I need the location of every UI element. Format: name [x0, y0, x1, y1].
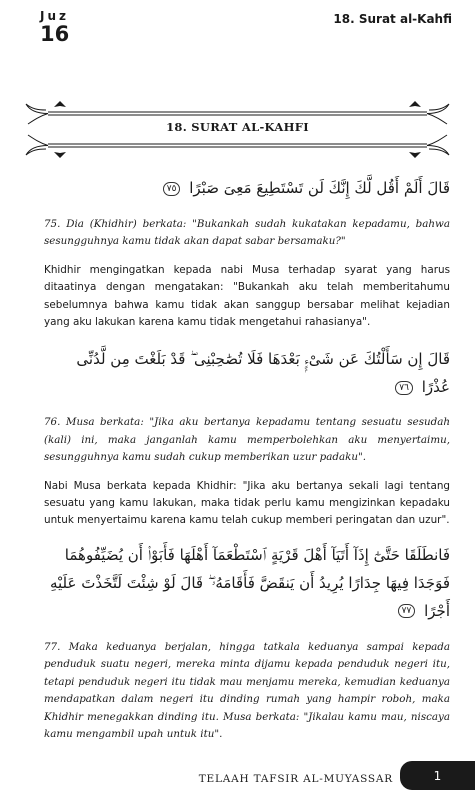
- ayah-number-marker: ٧٦: [395, 381, 413, 395]
- arabic-verse-text: قَالَ إِن سَأَلْتُكَ عَن شَىْءٍۭ بَعْدَهَا فَلَا تُصَٰحِبْنِى ۖ قَدْ بَلَغْتَ مِن لَّدُنِّى عُذْرًا: [76, 350, 450, 397]
- arabic-verse-text: قَالَ أَلَمْ أَقُل لَّكَ إِنَّكَ لَن تَسْتَطِيعَ مَعِىَ صَبْرًا: [189, 179, 450, 197]
- page-number: 1: [433, 768, 442, 783]
- juz-label: Juz: [40, 9, 69, 23]
- arabic-verse-76: [44, 345, 450, 401]
- arabic-verse-77: [44, 541, 450, 625]
- verse-content: [44, 170, 450, 743]
- surah-title-banner: [24, 98, 451, 158]
- page-number-badge: [400, 761, 475, 790]
- book-title: TELAAH TAFSIR AL-MUYASSAR: [198, 773, 393, 785]
- translation-77: 77. Maka keduanya berjalan, hingga tatkala keduanya sampai kepada penduduk suatu negeri, mereka minta dijamu kepada penduduk negeri itu, tetapi penduduk negeri itu tidak mau menjamu mereka, kemudian keduanya mendapatkan dalam negeri itu dinding rumah yang hampir roboh, maka Khidhir menegakkan dinding itu. Musa berkata: "Jikalau kamu mau, niscaya kamu mengambil upah untuk itu".: [44, 640, 450, 740]
- commentary-76: Nabi Musa berkata kepada Khidhir: "Jika aku bertanya sekali lagi tentang sesuatu yang kamu lakukan, maka tidak perlu kamu mengizinkan kepadaku untuk menyertaimu karena kamu telah cukup memberi peringatan dan uzur".: [44, 479, 450, 527]
- ayah-number-marker: ٧٧: [398, 604, 416, 618]
- surah-title: 18. SURAT AL-KAHFI: [166, 120, 309, 134]
- juz-number: 16: [40, 22, 70, 46]
- translation-75: 75. Dia (Khidhir) berkata: "Bukankah sudah kukatakan kepadamu, bahwa sesungguhnya kamu tidak akan dapat sabar bersamaku?": [44, 218, 450, 248]
- arabic-verse-75: [44, 174, 450, 202]
- surah-running-head: 18. Surat al-Kahfi: [333, 12, 452, 26]
- commentary-75: Khidhir mengingatkan kepada nabi Musa terhadap syarat yang harus ditaatinya dengan mengatakan: "Bukankah aku telah memberitahumu sebelumnya bahwa kamu tidak akan sanggup bersabar melihat kejadian yang aku lakukan karena kamu tidak mengetahui rahasianya".: [44, 263, 450, 329]
- ayah-number-marker: ٧٥: [163, 182, 181, 196]
- arabic-verse-text: فَانطَلَقَا حَتَّىٰٓ إِذَآ أَتَيَآ أَهْلَ قَرْيَةٍ ٱسْتَطْعَمَآ أَهْلَهَا فَأَبَوْا۟ أَن يُضَيِّفُوهُمَا فَوَجَدَا فِيهَا جِدَارًا يُرِيدُ أَن يَنقَضَّ فَأَقَامَهُۥ ۖ قَالَ لَوْ شِئْتَ لَتَّخَذْتَ عَلَيْهِ أَجْرًا: [49, 545, 450, 620]
- juz-indicator: [40, 10, 69, 45]
- translation-76: 76. Musa berkata: "Jika aku bertanya kepadamu tentang sesuatu sesudah (kali) ini, maka janganlah kamu memperbolehkan aku menyertaimu, sesungguhnya kamu sudah cukup memberikan uzur padaku".: [44, 416, 450, 464]
